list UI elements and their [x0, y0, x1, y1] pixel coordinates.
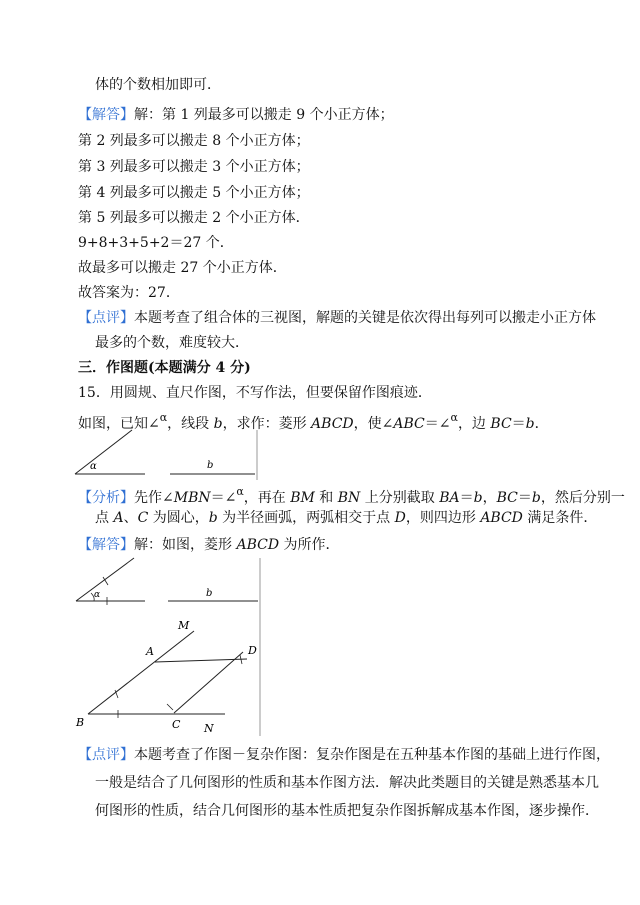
point-d: D	[248, 644, 257, 657]
var-c: C	[137, 510, 149, 526]
answer-tag: 【解答】	[78, 107, 134, 123]
var-d: D	[394, 510, 406, 526]
point-b: B	[76, 716, 85, 729]
var-abcd: ABCD	[236, 537, 280, 553]
comment-text: 本题考查了作图－复杂作图：复杂作图是在五种基本作图的基础上进行作图，	[134, 747, 610, 763]
q-text: ，使∠	[353, 416, 394, 432]
alpha-symbol: α	[236, 485, 244, 498]
comment-text: 本题考查了组合体的三视图，解题的关键是依次得出每列可以搬走小正方体	[134, 310, 596, 326]
a-text: ，	[482, 490, 497, 506]
a-text: ＝	[459, 490, 474, 506]
var-bc: BC	[496, 490, 518, 506]
point-n: N	[204, 722, 214, 735]
var-bm: BM	[290, 490, 315, 506]
q-text: 如图，已知∠	[78, 416, 160, 432]
text-line: 第 4 列最多可以搬走 5 个小正方体；	[78, 185, 310, 201]
var-bn: BN	[337, 490, 361, 506]
var-bc: BC	[490, 416, 512, 432]
var-b: b	[213, 416, 223, 432]
q-text: ，线段	[167, 416, 214, 432]
text-line: 故最多可以搬走 27 个小正方体．	[78, 260, 287, 276]
ans-text: 为所作．	[279, 537, 340, 553]
text-line: 第 3 列最多可以搬走 3 个小正方体；	[78, 159, 310, 175]
var-ba: BA	[439, 490, 460, 506]
text-line: 何图形的性质，结合几何图形的基本性质把复杂作图拆解成基本作图，逐步操作．	[95, 803, 599, 819]
construction-figure	[70, 556, 270, 738]
a-text: 为圆心，	[148, 510, 209, 526]
given-figure	[70, 428, 265, 483]
a-text: ，然后分别一	[540, 490, 625, 506]
text-line: 体的个数相加即可．	[95, 77, 221, 93]
text-line: 9+8+3+5+2＝27 个．	[78, 235, 234, 251]
a-text: 、	[123, 510, 138, 526]
answer-tag: 【解答】	[78, 537, 134, 553]
point-a: A	[146, 645, 154, 658]
analysis-line	[95, 508, 597, 528]
text-line: 第 2 列最多可以搬走 8 个小正方体；	[78, 133, 310, 149]
a-text: ＝	[517, 490, 532, 506]
a-text: 和	[314, 490, 338, 506]
var-b: b	[473, 490, 483, 506]
text-line: 最多的个数，难度较大．	[95, 335, 249, 351]
a-text: 上分别截取	[360, 490, 440, 506]
point-c: C	[172, 718, 181, 731]
a-text: ，再在	[243, 490, 291, 506]
alpha-symbol: α	[159, 411, 168, 424]
answer-line	[78, 535, 340, 555]
point-m: M	[178, 619, 190, 632]
var-abcd: ABCD	[311, 416, 354, 432]
b-label: b	[207, 460, 214, 471]
q-text: ＝∠	[424, 416, 451, 432]
text-line: 第 5 列最多可以搬走 2 个小正方体．	[78, 210, 310, 226]
a-text: 满足条件．	[522, 510, 598, 526]
a-text: 先作∠	[134, 490, 174, 506]
alpha-label: α	[94, 590, 101, 600]
answer-line	[78, 105, 394, 125]
alpha-label: α	[90, 461, 97, 472]
section-heading: 三．作图题(本题满分 4 分)	[78, 360, 251, 376]
var-a: A	[113, 510, 124, 526]
b-label: b	[206, 588, 213, 599]
ans-text: 解：如图，菱形	[134, 537, 237, 553]
a-text: ，则四边形	[405, 510, 481, 526]
answer-text: 解：第 1 列最多可以搬走 9 个小正方体；	[134, 107, 394, 123]
text-line: 一般是结合了几何图形的性质和基本作图方法．解决此类题目的关键是熟悉基本几	[95, 775, 599, 791]
var-mbn: MBN	[173, 490, 211, 506]
analysis-line	[78, 482, 625, 508]
var-b: b	[531, 490, 541, 506]
a-text: 为半径画弧，两弧相交于点	[217, 510, 395, 526]
comment-tag: 【点评】	[78, 310, 134, 326]
var-abc: ABC	[393, 416, 425, 432]
a-text: 点	[95, 510, 114, 526]
var-abcd: ABCD	[480, 510, 523, 526]
a-text: ＝∠	[210, 490, 237, 506]
comment-tag: 【点评】	[78, 747, 134, 763]
question-line: 15．用圆规、直尺作图，不写作法，但要保留作图痕迹．	[78, 385, 432, 401]
q-text: ．	[534, 416, 549, 432]
comment-line	[78, 745, 610, 765]
analysis-tag: 【分析】	[78, 490, 134, 506]
q-text: ，求作：菱形	[222, 416, 312, 432]
text-line: 故答案为：27．	[78, 285, 180, 301]
alpha-symbol: α	[450, 411, 458, 424]
q-text: ，边	[457, 416, 491, 432]
comment-line	[78, 308, 596, 328]
var-b: b	[525, 416, 535, 432]
q-text: ＝	[511, 416, 526, 432]
var-b: b	[208, 510, 218, 526]
